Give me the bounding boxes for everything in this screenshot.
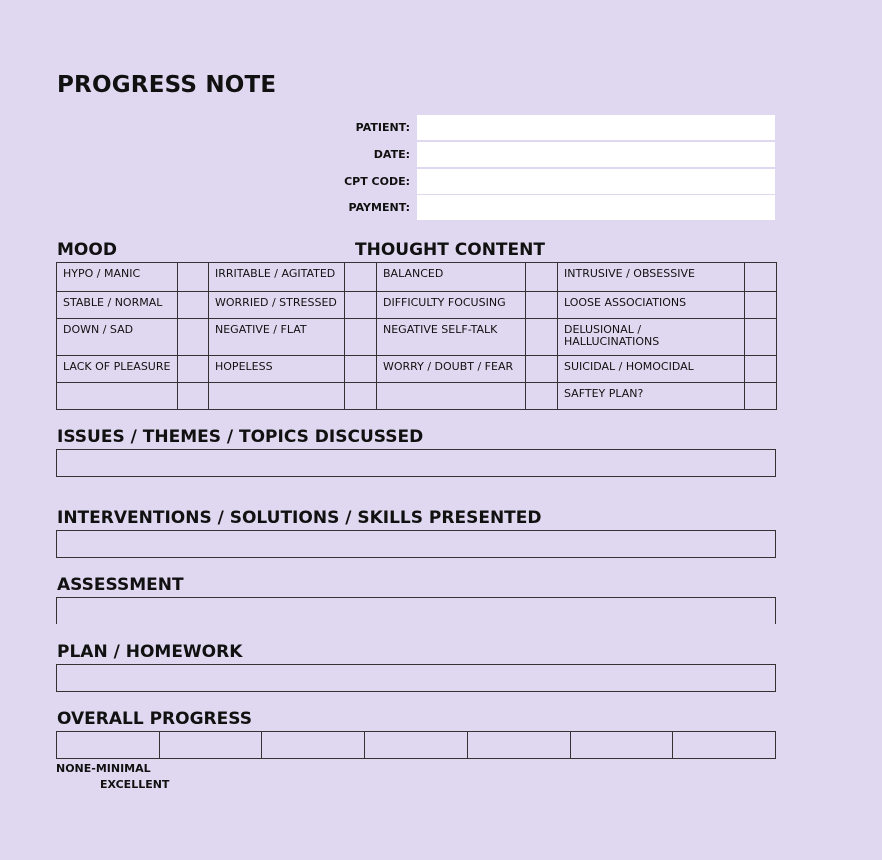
- progress-scale: [56, 731, 776, 759]
- interventions-heading: INTERVENTIONS / SOLUTIONS / SKILLS PRESENTED: [57, 508, 542, 528]
- progress-step[interactable]: [57, 732, 160, 758]
- grid-checkbox[interactable]: [526, 383, 558, 410]
- grid-label: [209, 383, 345, 410]
- grid-label: INTRUSIVE / OBSESSIVE: [558, 263, 745, 292]
- patient-row: [300, 115, 775, 141]
- grid-checkbox[interactable]: [178, 319, 209, 356]
- grid-label: BALANCED: [377, 263, 526, 292]
- grid-checkbox[interactable]: [345, 292, 377, 319]
- grid-label: LOOSE ASSOCIATIONS: [558, 292, 745, 319]
- scale-low-label: NONE-MINIMAL: [56, 762, 151, 775]
- grid-label: DOWN / SAD: [57, 319, 178, 356]
- grid-checkbox[interactable]: [345, 383, 377, 410]
- grid-checkbox[interactable]: [745, 356, 777, 383]
- assessment-heading: ASSESSMENT: [57, 575, 184, 595]
- grid-label: WORRIED / STRESSED: [209, 292, 345, 319]
- plan-textbox[interactable]: [56, 664, 776, 692]
- grid-label: [377, 383, 526, 410]
- thought-content-heading: THOUGHT CONTENT: [355, 240, 545, 260]
- assessment-textbox[interactable]: [56, 597, 776, 624]
- grid-label: IRRITABLE / AGITATED: [209, 263, 345, 292]
- grid-label: WORRY / DOUBT / FEAR: [377, 356, 526, 383]
- grid-label: DIFFICULTY FOCUSING: [377, 292, 526, 319]
- grid-checkbox[interactable]: [745, 263, 777, 292]
- grid-label: LACK OF PLEASURE: [57, 356, 178, 383]
- grid-checkbox[interactable]: [345, 263, 377, 292]
- progress-step[interactable]: [673, 732, 775, 758]
- payment-field[interactable]: [417, 195, 775, 221]
- grid-checkbox[interactable]: [178, 292, 209, 319]
- cpt-code-label: CPT CODE:: [344, 175, 410, 188]
- progress-step[interactable]: [365, 732, 468, 758]
- date-field[interactable]: [417, 142, 775, 168]
- payment-label: PAYMENT:: [348, 201, 410, 214]
- mood-heading: MOOD: [57, 240, 117, 260]
- cpt-code-field[interactable]: [417, 169, 775, 195]
- page-title: PROGRESS NOTE: [57, 72, 277, 98]
- date-row: [300, 142, 775, 168]
- interventions-textbox[interactable]: [56, 530, 776, 558]
- overall-progress-heading: OVERALL PROGRESS: [57, 709, 252, 729]
- grid-label: STABLE / NORMAL: [57, 292, 178, 319]
- progress-step[interactable]: [571, 732, 674, 758]
- grid-label: HOPELESS: [209, 356, 345, 383]
- grid-checkbox[interactable]: [526, 263, 558, 292]
- patient-field[interactable]: [417, 115, 775, 141]
- issues-textbox[interactable]: [56, 449, 776, 477]
- grid-checkbox[interactable]: [526, 292, 558, 319]
- grid-checkbox[interactable]: [345, 319, 377, 356]
- grid-checkbox[interactable]: [178, 263, 209, 292]
- grid-checkbox[interactable]: [745, 292, 777, 319]
- plan-heading: PLAN / HOMEWORK: [57, 642, 243, 662]
- issues-heading: ISSUES / THEMES / TOPICS DISCUSSED: [57, 427, 424, 447]
- mood-thought-grid: [56, 262, 777, 410]
- grid-checkbox[interactable]: [526, 356, 558, 383]
- grid-label: [57, 383, 178, 410]
- grid-checkbox[interactable]: [745, 319, 777, 356]
- payment-row: [300, 195, 775, 221]
- progress-step[interactable]: [262, 732, 365, 758]
- patient-label: PATIENT:: [355, 121, 410, 134]
- grid-checkbox[interactable]: [178, 356, 209, 383]
- grid-label: SAFTEY PLAN?: [558, 383, 745, 410]
- grid-label: SUICIDAL / HOMOCIDAL: [558, 356, 745, 383]
- grid-label: HYPO / MANIC: [57, 263, 178, 292]
- progress-step[interactable]: [468, 732, 571, 758]
- grid-label: NEGATIVE / FLAT: [209, 319, 345, 356]
- grid-label: NEGATIVE SELF-TALK: [377, 319, 526, 356]
- grid-checkbox[interactable]: [526, 319, 558, 356]
- grid-checkbox[interactable]: [178, 383, 209, 410]
- date-label: DATE:: [373, 148, 410, 161]
- cpt-code-row: [300, 169, 775, 195]
- scale-high-label: EXCELLENT: [100, 778, 170, 791]
- grid-label: DELUSIONAL / HALLUCINATIONS: [558, 319, 745, 356]
- progress-step[interactable]: [160, 732, 263, 758]
- grid-checkbox[interactable]: [745, 383, 777, 410]
- grid-checkbox[interactable]: [345, 356, 377, 383]
